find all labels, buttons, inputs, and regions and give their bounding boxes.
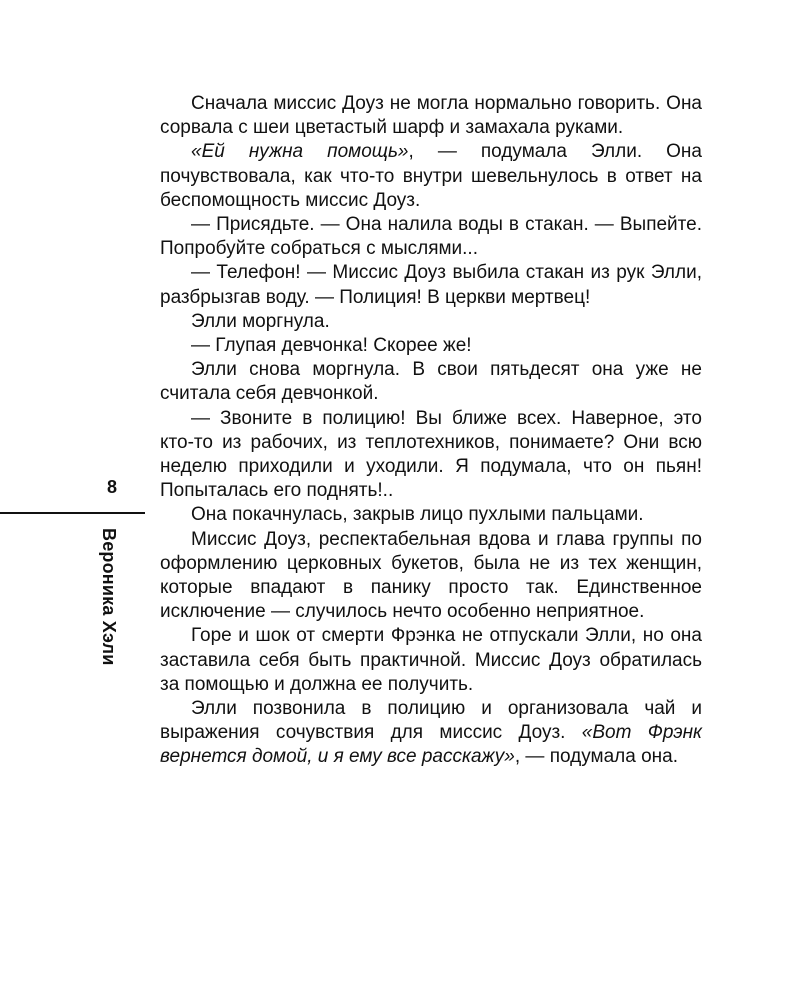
text-run: , — подумала она. — [514, 746, 678, 768]
paragraph — [160, 140, 702, 213]
italic-text: «Ей нужна помощь» — [191, 141, 409, 163]
body-text — [160, 92, 702, 770]
page-number: 8 — [106, 477, 117, 497]
paragraph — [160, 697, 702, 770]
text-run: Миссис Доуз, респектабельная вдова и глава группы по оформлению церковных букетов, была не из тех женщин, которые впадают в панику просто так. Единственное исключение — случилось нечто особенно неприятное. — [160, 528, 702, 623]
paragraph — [160, 407, 702, 504]
text-run: Горе и шок от смерти Фрэнка не отпускали Элли, но она заставила себя быть практичной. Миссис Доуз обратилась за помощью и должна ее получить. — [160, 625, 702, 695]
paragraph — [160, 358, 702, 406]
text-run: — Присядьте. — Она налила воды в стакан. — Выпейте. Попробуйте собраться с мыслями... — [160, 214, 702, 260]
margin-rule — [0, 512, 145, 514]
paragraph — [160, 528, 702, 625]
text-run: — Телефон! — Миссис Доуз выбила стакан из рук Элли, разбрызгав воду. — Полиция! В церкви мертвец! — [160, 262, 702, 308]
italic-text: «Вот Фрэнк вернется домой, и я ему все расскажу» — [160, 722, 703, 768]
paragraph — [160, 261, 702, 309]
paragraph — [160, 334, 702, 358]
paragraph — [160, 92, 702, 140]
running-head-author: Вероника Хэли — [99, 528, 119, 666]
text-run: Она покачнулась, закрыв лицо пухлыми пальцами. — [191, 504, 644, 526]
text-run: Элли снова моргнула. В свои пятьдесят она уже не считала себя девчонкой. — [160, 359, 702, 405]
paragraph — [160, 503, 702, 527]
text-run: , — подумала Элли. Она почувствовала, как что-то внутри шевельнулось в ответ на беспомощность миссис Доуз. — [160, 141, 702, 211]
text-run: Элли моргнула. — [191, 310, 330, 332]
paragraph — [160, 624, 702, 697]
paragraph — [160, 213, 702, 261]
text-run: — Звоните в полицию! Вы ближе всех. Наверное, это кто-то из рабочих, из теплотехников, понимаете? Они всю неделю приходили и уходили. Я подумала, что он пьян! Попыталась его поднять!.. — [160, 407, 702, 502]
text-run: — Глупая девчонка! Скорее же! — [191, 335, 472, 357]
text-run: Сначала миссис Доуз не могла нормально говорить. Она сорвала с шеи цветастый шарф и замахала руками. — [160, 93, 702, 139]
paragraph — [160, 310, 702, 334]
text-run: Элли позвонила в полицию и организовала чай и выражения сочувствия для миссис Доуз. — [160, 698, 702, 744]
